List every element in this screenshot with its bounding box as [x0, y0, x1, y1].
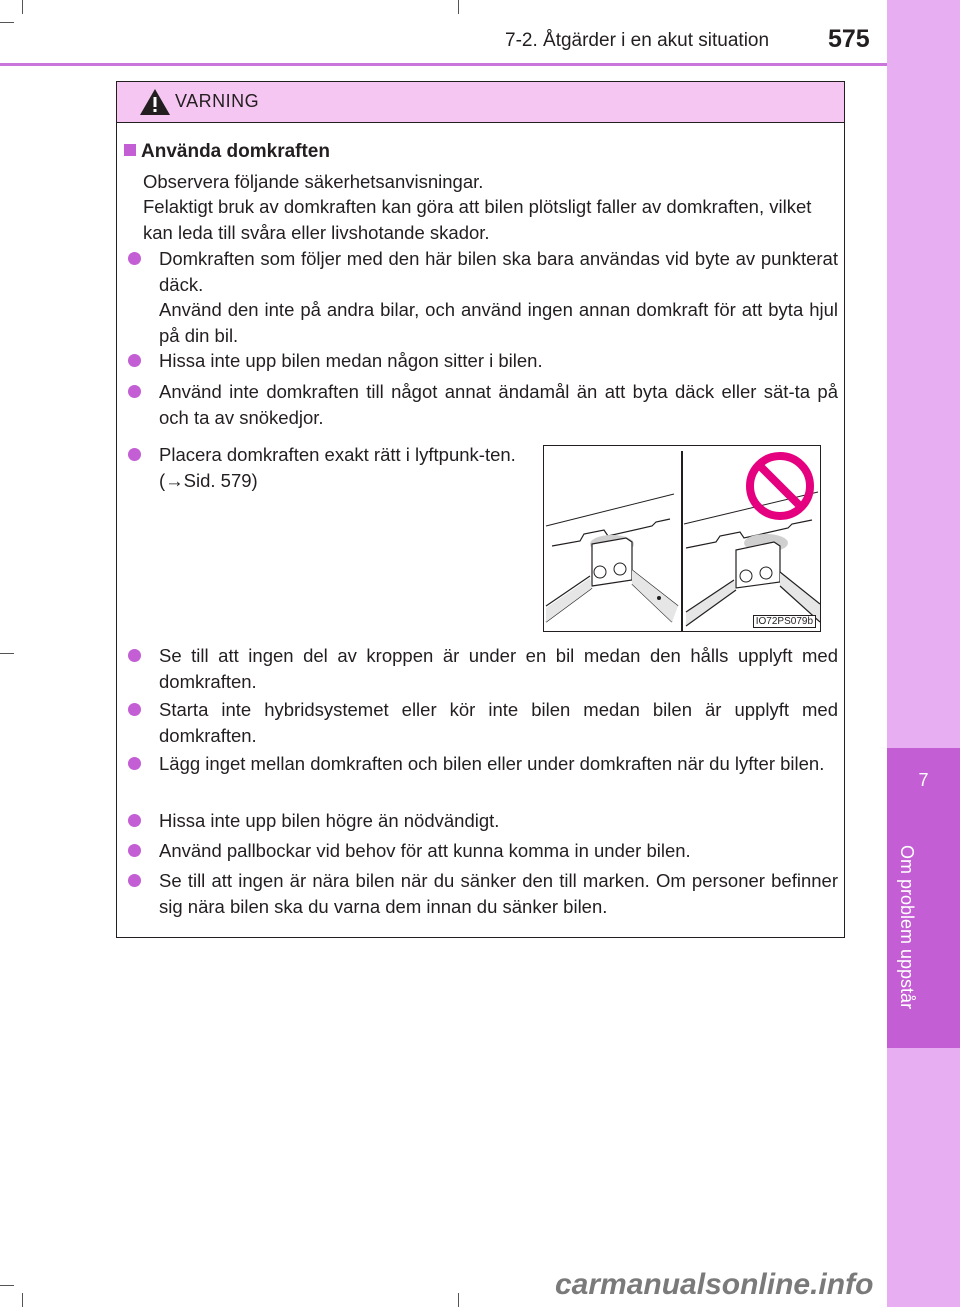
warning-label: VARNING: [175, 91, 260, 111]
prohibition-icon: [750, 456, 810, 516]
bullet-icon: [128, 814, 141, 827]
jack-illustration-graphic: [544, 446, 820, 631]
square-bullet-icon: [124, 144, 136, 156]
side-tab: [887, 0, 960, 1307]
chapter-title: Om problem uppstår: [897, 845, 917, 1010]
list-item: Placera domkraften exakt rätt i lyftpunk-ten. (→Sid. 579): [143, 442, 521, 493]
bullet-icon: [128, 844, 141, 857]
list-item: Se till att ingen är nära bilen när du sänker den till marken. Om personer befinner sig nära bilen ska du varna dem innan du sänker bilen.: [143, 868, 838, 919]
intro-line: Observera följande säkerhetsanvisningar.: [143, 171, 484, 192]
crop-mark: [0, 1285, 14, 1286]
bullet-icon: [128, 252, 141, 265]
warning-triangle-icon: [139, 88, 171, 116]
bullet-icon: [128, 385, 141, 398]
list-item: Se till att ingen del av kroppen är under en bil medan den hålls upplyft med domkraften.: [143, 643, 838, 694]
intro-paragraph: Felaktigt bruk av domkraften kan göra att bilen plötsligt faller av domkraften, vilket kan leda till svåra eller livshotande skador.: [143, 196, 812, 243]
bullet-icon: [128, 874, 141, 887]
list-item: Använd pallbockar vid behov för att kunna komma in under bilen.: [143, 838, 838, 864]
bullet-icon: [128, 649, 141, 662]
crop-mark: [458, 0, 459, 14]
section-title: Använda domkraften: [124, 141, 330, 163]
crop-mark: [22, 0, 23, 14]
list-item: Domkraften som följer med den här bilen ska bara användas vid byte av punkterat däck. Använd den inte på andra bilar, och använd ingen annan domkraft för att byta hjul på din bil.: [143, 246, 838, 348]
list-item: Hissa inte upp bilen högre än nödvändigt.: [143, 808, 838, 834]
crop-mark: [22, 1293, 23, 1307]
list-item: Starta inte hybridsystemet eller kör inte bilen medan bilen är upplyft med domkraften.: [143, 697, 838, 748]
bullet-icon: [128, 703, 141, 716]
crop-mark: [0, 653, 14, 654]
header-section-title: 7-2. Åtgärder i en akut situation: [505, 30, 770, 51]
figure-code: IO72PS079b: [753, 615, 816, 628]
list-item: Hissa inte upp bilen medan någon sitter i bilen.: [143, 348, 838, 374]
list-item: Använd inte domkraften till något annat ändamål än att byta däck eller sät-ta på och ta av snökedjor.: [143, 379, 838, 430]
chapter-number: 7: [918, 770, 929, 790]
list-item: Lägg inget mellan domkraften och bilen eller under domkraften när du lyfter bilen.: [143, 751, 838, 777]
crop-mark: [0, 22, 14, 23]
bullet-icon: [128, 757, 141, 770]
warning-header: [117, 82, 844, 123]
crop-mark: [458, 1293, 459, 1307]
page-number: 575: [828, 25, 870, 53]
jack-placement-illustration: [543, 445, 821, 632]
header-rule: [0, 63, 887, 66]
watermark: carmanualsonline.info: [555, 1268, 874, 1301]
bullet-icon: [128, 354, 141, 367]
bullet-icon: [128, 448, 141, 461]
